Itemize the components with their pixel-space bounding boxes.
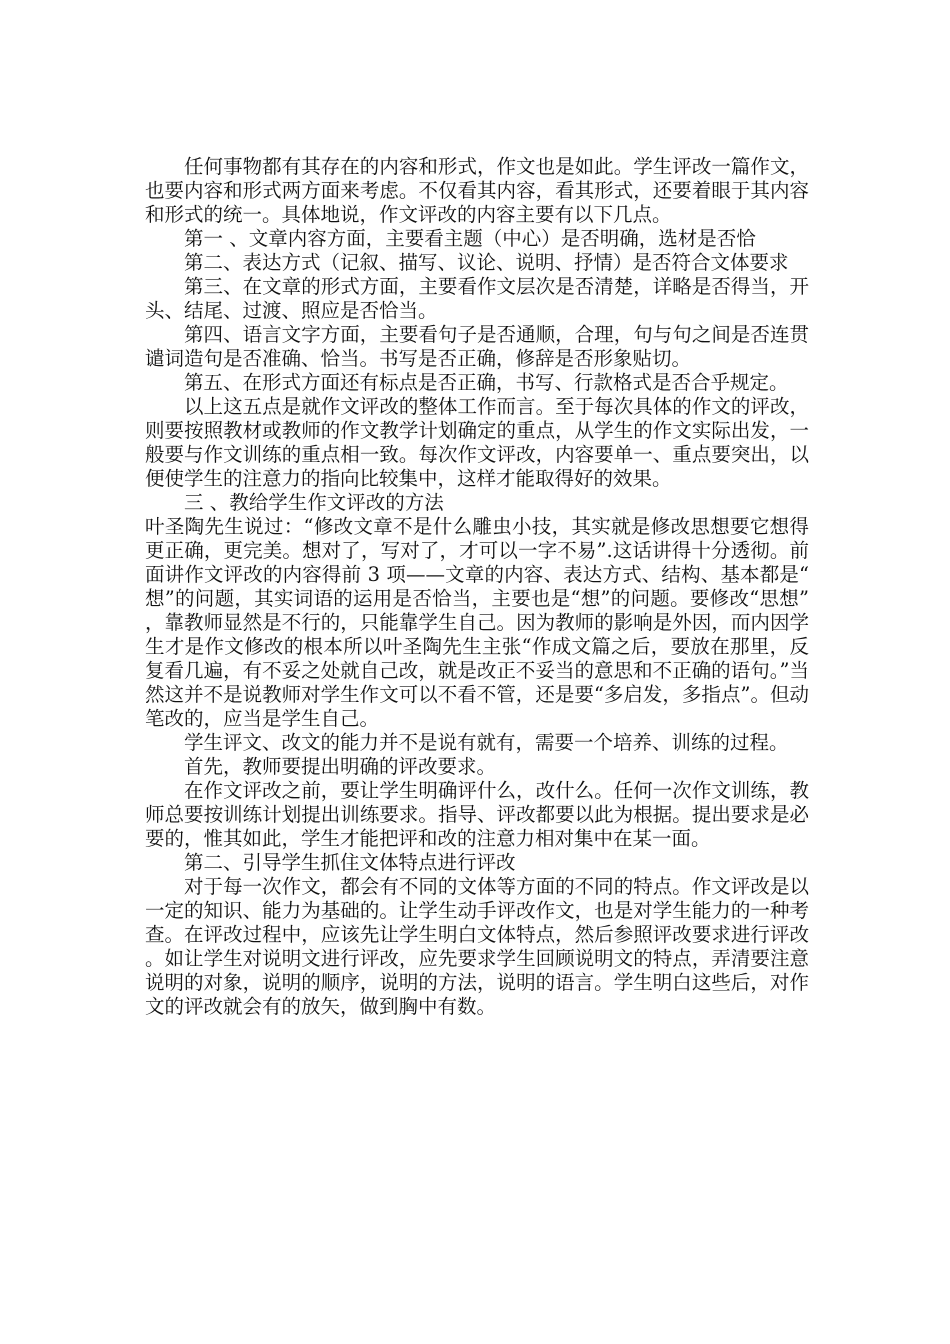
paragraph-summary: 以上这五点是就作文评改的整体工作而言。至于每次具体的作文的评改，则要按照教材或教师的作文教学计划确定的重点，从学生的作文实际出发，一般要与作文训练的重点相一致。每次作文评改，内容要单一、重点要突出，以便使学生的注意力的指向比较集中，这样才能取得好的效果。: [145, 395, 809, 490]
paragraph-point-two: 第二、表达方式（记叙、描写、议论、说明、抒情）是否符合文体要求: [184, 251, 789, 274]
paragraph-point-three: 第三、在文章的形式方面，主要看作文层次是否清楚，详略是否得当，开头、结尾、过渡、照应是否恰当。: [145, 275, 809, 322]
paragraph-intro: 任何事物都有其存在的内容和形式，作文也是如此。学生评改一篇作文，也要内容和形式两方面来考虑。不仅看其内容，看其形式，还要着眼于其内容和形式的统一。具体地说，作文评改的内容主要有以下几点。: [145, 155, 809, 226]
paragraph-ye-shengtao-quote: 叶圣陶先生说过：“修改文章不是什么雕虫小技，其实就是修改思想要它想得更正确，更完美。想对了，写对了，才可以一字不易”.这话讲得十分透彻。前面讲作文评改的内容得前 3 项——文章的内容、表达方式、结构、基本都是“想”的问题，其实词语的运用是否恰当，主要也是“想”的问题。要修改“思想”，靠教师显然是不行的，只能靠学生自己。因为教师的影响是外因，而内因学生才是作文修改的根本所以叶圣陶先生主张“作成文篇之后，要放在那里，反复看几遍，有不妥之处就自己改，就是改正不妥当的意思和不正确的语句。”当然这并不是说教师对学生作文可以不看不管，还是要“多启发，多指点”。但动笔改的，应当是学生自己。: [145, 515, 809, 730]
document-body: [145, 155, 809, 1019]
paragraph-genre-features: 对于每一次作文，都会有不同的文体等方面的不同的特点。作文评改是以一定的知识、能力为基础的。让学生动手评改作文，也是对学生能力的一种考查。在评改过程中，应该先让学生明白文体特点，然后参照评改要求进行评改。如让学生对说明文进行评改，应先要求学生回顾说明文的特点，弄清要注意说明的对象，说明的顺序，说明的方法，说明的语言。学生明白这些后，对作文的评改就会有的放矢，做到胸中有数。: [145, 875, 809, 1018]
section-heading-three: 三 、教给学生作文评改的方法: [184, 491, 444, 514]
paragraph-ability-training: 学生评文、改文的能力并不是说有就有，需要一个培养、训练的过程。: [184, 731, 789, 754]
paragraph-point-four: 第四、语言文字方面，主要看句子是否通顺，合理，句与句之间是否连贯谴词造句是否准确、恰当。书写是否正确，修辞是否形象贴切。: [145, 323, 809, 370]
paragraph-point-five: 第五、在形式方面还有标点是否正确，书写、行款格式是否合乎规定。: [184, 371, 789, 394]
paragraph-before-review: 在作文评改之前，要让学生明确评什么，改什么。任何一次作文训练，教师总要按训练计划提出训练要求。指导、评改都要以此为根据。提出要求是必要的，惟其如此，学生才能把评和改的注意力相对集中在某一面。: [145, 779, 809, 850]
paragraph-point-one: 第一 、文章内容方面，主要看主题（中心）是否明确，选材是否恰: [184, 227, 756, 250]
paragraph-second-genre: 第二、引导学生抓住文体特点进行评改: [184, 851, 516, 874]
paragraph-first-requirement: 首先，教师要提出明确的评改要求。: [184, 755, 497, 778]
